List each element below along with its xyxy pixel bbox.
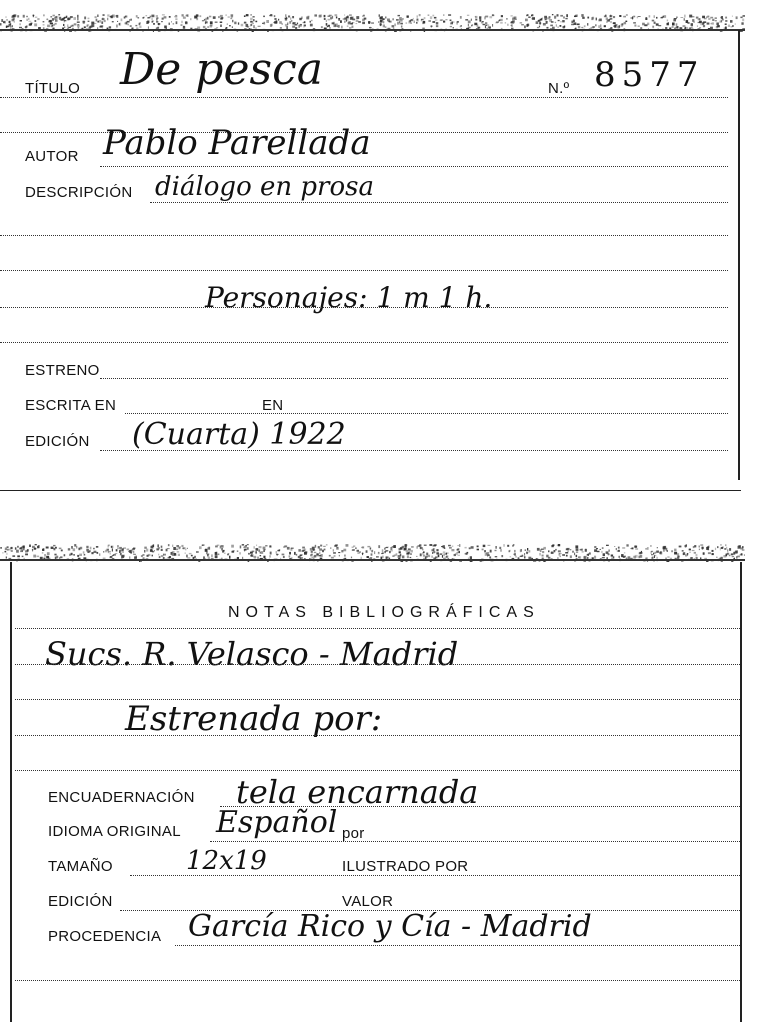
descripcion-label: DESCRIPCIÓN bbox=[25, 184, 133, 201]
rule bbox=[125, 413, 728, 414]
rule bbox=[15, 735, 740, 736]
card-border-right bbox=[738, 30, 740, 480]
valor-label: VALOR bbox=[342, 893, 394, 910]
rule bbox=[100, 166, 728, 167]
rule bbox=[0, 97, 728, 98]
escrita-label: ESCRITA EN bbox=[25, 397, 117, 414]
procedencia-label: PROCEDENCIA bbox=[48, 928, 162, 945]
rule bbox=[0, 235, 728, 236]
edicion-value: (Cuarta) 1922 bbox=[132, 417, 346, 452]
en-label: EN bbox=[262, 397, 284, 414]
rule bbox=[210, 841, 740, 842]
torn-edge-texture bbox=[0, 10, 745, 32]
numero-label: N.º bbox=[548, 80, 570, 97]
editorial-value: Sucs. R. Velasco - Madrid bbox=[45, 635, 459, 673]
numero-value: 8577 bbox=[594, 55, 705, 95]
rule bbox=[15, 770, 740, 771]
encuadernacion-value: tela encarnada bbox=[236, 773, 479, 811]
titulo-label: TÍTULO bbox=[25, 80, 81, 97]
personajes-value: Personajes: 1 m 1 h. bbox=[205, 281, 493, 314]
descripcion-value: diálogo en prosa bbox=[155, 172, 374, 202]
rule bbox=[0, 307, 728, 308]
torn-edge-texture bbox=[0, 540, 745, 562]
rule bbox=[0, 270, 728, 271]
edicion-label: EDICIÓN bbox=[48, 893, 113, 910]
idioma-value: Español bbox=[216, 805, 338, 840]
rule bbox=[15, 628, 740, 629]
edicion-label: EDICIÓN bbox=[25, 433, 90, 450]
rule bbox=[15, 980, 740, 981]
rule bbox=[0, 342, 728, 343]
rule bbox=[130, 875, 740, 876]
card-border-left bbox=[10, 562, 12, 1022]
procedencia-value: García Rico y Cía - Madrid bbox=[188, 909, 592, 944]
estreno-label: ESTRENO bbox=[25, 362, 100, 379]
rule bbox=[175, 945, 740, 946]
catalog-card-back bbox=[0, 540, 741, 1028]
rule bbox=[100, 378, 728, 379]
tamano-value: 12x19 bbox=[186, 846, 267, 876]
titulo-value: De pesca bbox=[120, 44, 323, 95]
ilustrado-label: ILUSTRADO POR bbox=[342, 858, 469, 875]
notas-heading: NOTAS BIBLIOGRÁFICAS bbox=[228, 604, 540, 621]
card-bottom-edge bbox=[0, 490, 741, 491]
estrenada-value: Estrenada por: bbox=[125, 699, 383, 739]
card-border-right bbox=[740, 562, 742, 1022]
autor-label: AUTOR bbox=[25, 148, 79, 165]
tamano-label: TAMAÑO bbox=[48, 858, 113, 875]
autor-value: Pablo Parellada bbox=[103, 123, 371, 163]
por-label: por bbox=[342, 825, 365, 842]
catalog-card-front bbox=[0, 0, 741, 490]
rule bbox=[100, 450, 728, 451]
encuadernacion-label: ENCUADERNACIÓN bbox=[48, 789, 195, 806]
idioma-label: IDIOMA ORIGINAL bbox=[48, 823, 181, 840]
rule bbox=[150, 202, 728, 203]
rule bbox=[15, 664, 740, 665]
